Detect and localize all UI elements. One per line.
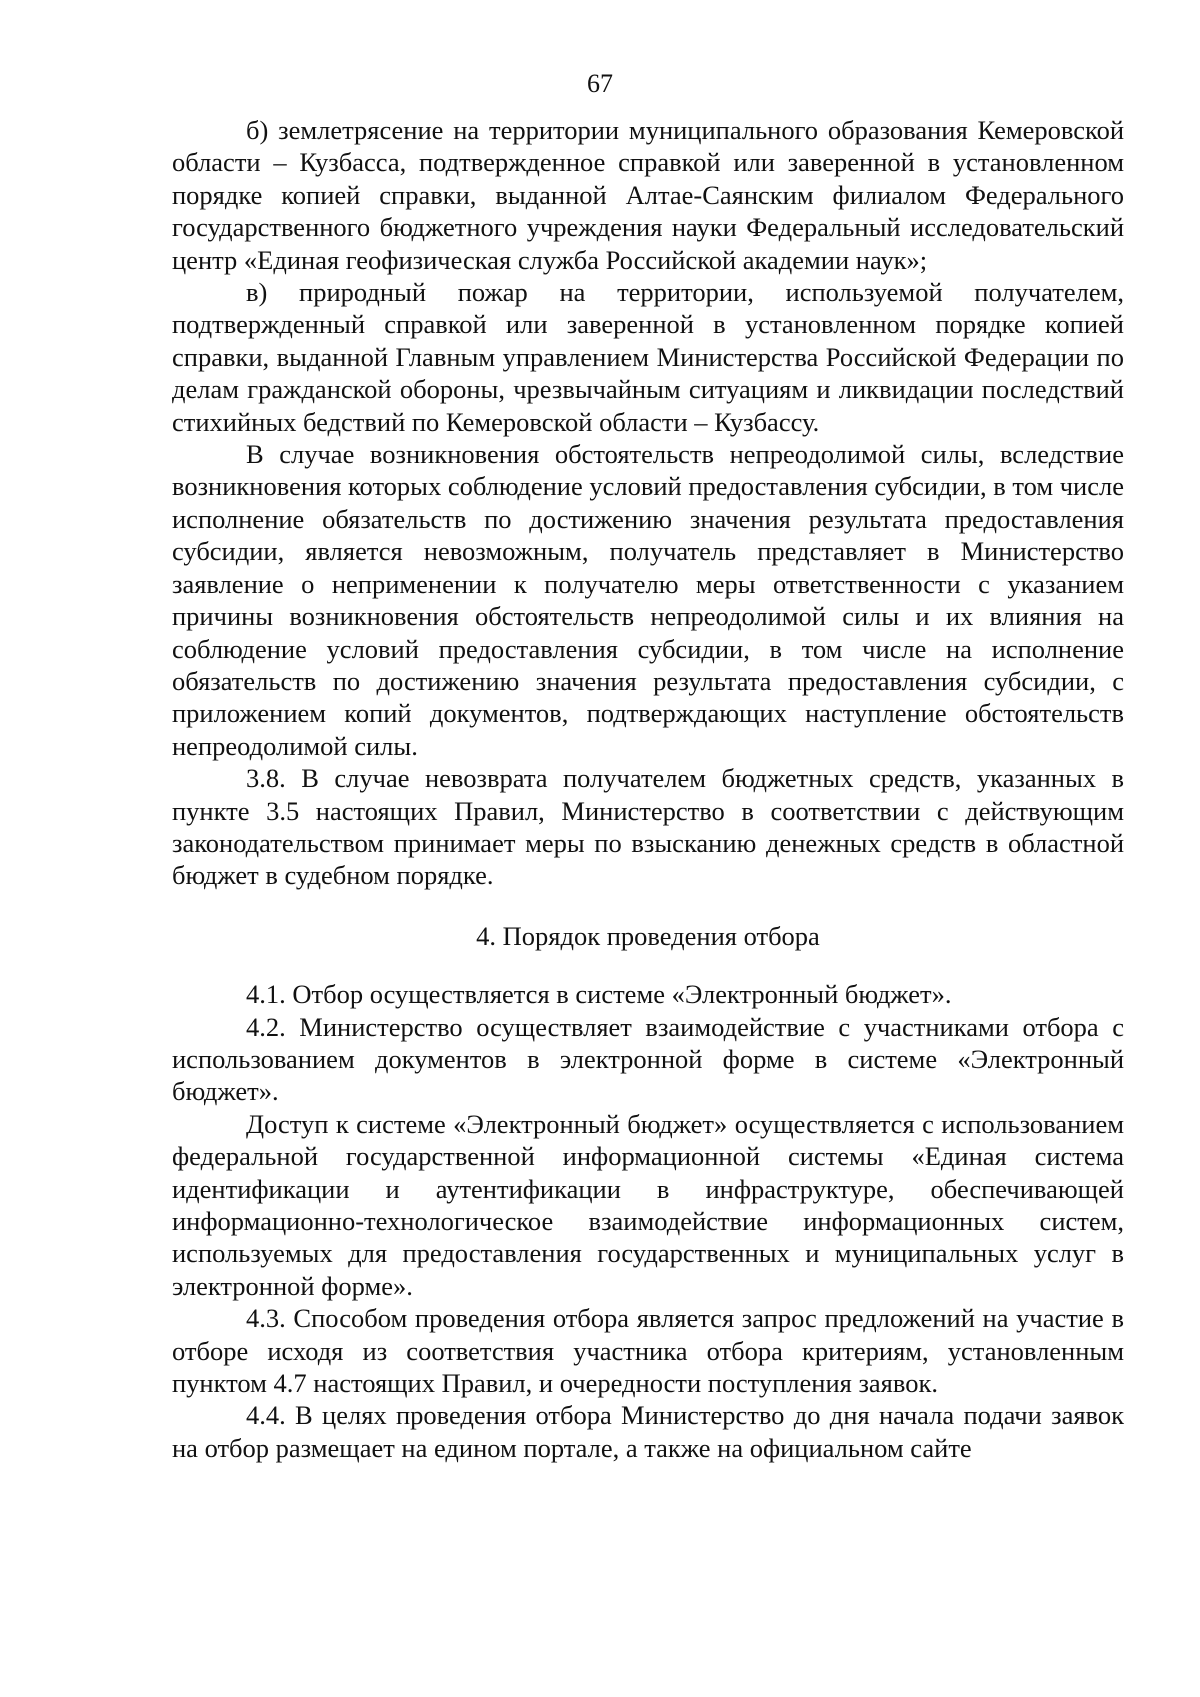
paragraph-force-majeure: В случае возникновения обстоятельств непреодолимой силы, вследствие возникновения которых соблюдение условий предоставления субсидии, в том числе исполнение обязательств по достижению значения результата предоставления субсидии, является невозможным, получатель представляет в Министерство заявление о неприменении к получателю меры ответственности с указанием причины возникновения обстоятельств непреодолимой силы и их влияния на соблюдение условий предоставления субсидии, в том числе на исполнение обязательств по достижению значения результата предоставления субсидии, с приложением копий документов, подтверждающих наступление обстоятельств непреодолимой силы. bbox=[172, 439, 1124, 761]
paragraph-4-1: 4.1. Отбор осуществляется в системе «Электронный бюджет». bbox=[246, 979, 952, 1010]
document-body bbox=[172, 114, 1124, 1464]
paragraph-4-2: 4.2. Министерство осуществляет взаимодействие с участниками отбора с использованием документов в электронной форме в системе «Электронный бюджет». bbox=[172, 1011, 1124, 1107]
paragraph-wildfire: в) природный пожар на территории, используемой получателем, подтвержденный справкой или заверенной в установленном порядке копией справки, выданной Главным управлением Министерства Российской Федерации по делам гражданской обороны, чрезвычайным ситуациям и ликвидации последствий стихийных бедствий по Кемеровской области – Кузбассу. bbox=[172, 277, 1124, 437]
section-heading: 4. Порядок проведения отбора bbox=[476, 920, 820, 951]
paragraph-3-8: 3.8. В случае невозврата получателем бюджетных средств, указанных в пункте 3.5 настоящих Правил, Министерство в соответствии с действующим законодательством принимает меры по взысканию денежных средств в областной бюджет в судебном порядке. bbox=[172, 763, 1124, 891]
paragraph-earthquake: б) землетрясение на территории муниципального образования Кемеровской области – Кузбасса, подтвержденное справкой или заверенной в установленном порядке копией справки, выданной Алтае-Саянским филиалом Федерального государственного бюджетного учреждения науки Федеральный исследовательский центр «Единая геофизическая служба Российской академии наук»; bbox=[172, 115, 1124, 275]
paragraph-4-4: 4.4. В целях проведения отбора Министерство до дня начала подачи заявок на отбор размещает на едином портале, а также на официальном сайте bbox=[172, 1400, 1124, 1463]
paragraph-access: Доступ к системе «Электронный бюджет» осуществляется с использованием федеральной государственной информационной системы «Единая система идентификации и аутентификации в инфраструктуре, обеспечивающей информационно-технологическое взаимодействие информационных систем, используемых для предоставления государственных и муниципальных услуг в электронной форме». bbox=[172, 1108, 1124, 1301]
paragraph-4-3: 4.3. Способом проведения отбора является запрос предложений на участие в отборе исходя из соответствия участника отбора критериям, установленным пунктом 4.7 настоящих Правил, и очередности поступления заявок. bbox=[172, 1303, 1124, 1399]
page-number: 67 bbox=[587, 69, 613, 98]
